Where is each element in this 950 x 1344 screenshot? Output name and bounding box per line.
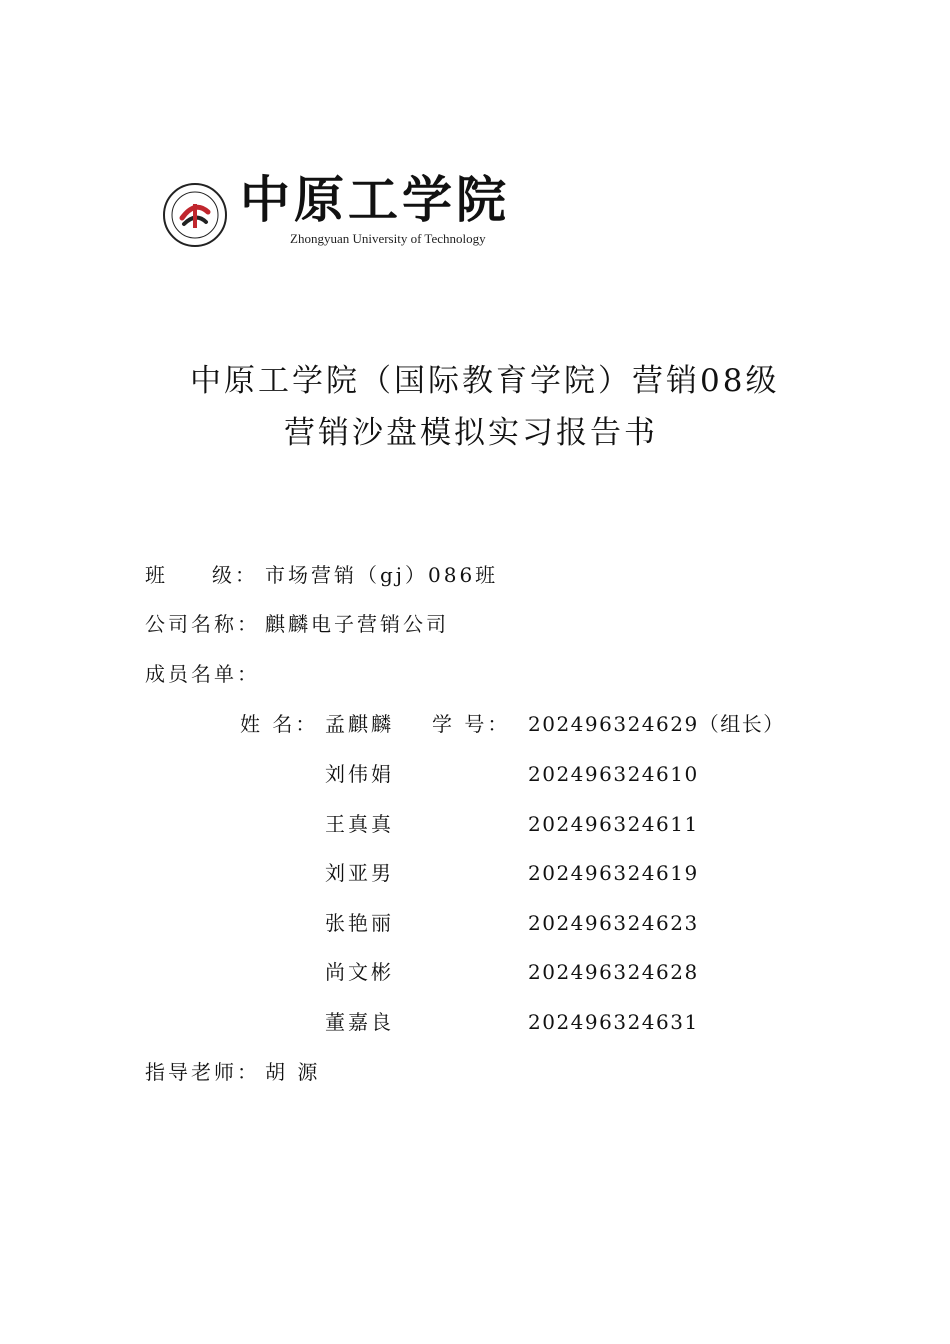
class-label-first: 班 xyxy=(145,563,168,587)
member-id: 202496324623 xyxy=(528,911,699,935)
member-name: 王真真 xyxy=(325,812,394,836)
member-id: 202496324610 xyxy=(528,762,699,786)
company-value: 麒麟电子营销公司 xyxy=(265,612,449,636)
member-id: 202496324629（组长） xyxy=(528,712,785,736)
name-label: 姓 名： xyxy=(240,712,319,736)
university-logo xyxy=(160,170,520,250)
member-id: 202496324611 xyxy=(528,812,699,836)
logo-english-name: Zhongyuan University of Technology xyxy=(290,231,486,246)
member-name: 刘亚男 xyxy=(325,861,394,885)
member-id: 202496324628 xyxy=(528,960,699,984)
company-label: 公司名称： xyxy=(145,612,260,636)
member-name: 刘伟娟 xyxy=(325,762,394,786)
member-id: 202496324631 xyxy=(528,1010,699,1034)
members-label: 成员名单： xyxy=(145,662,260,686)
member-id: 202496324619 xyxy=(528,861,699,885)
student-id-label: 学 号： xyxy=(432,712,511,736)
logo-chinese-name: 中原工学院 xyxy=(240,170,510,229)
advisor-label: 指导老师： xyxy=(145,1060,260,1084)
member-name: 孟麒麟 xyxy=(325,712,394,736)
report-title-line-1: 中原工学院（国际教育学院）营销08级 xyxy=(190,363,780,399)
class-label xyxy=(145,562,258,588)
university-seal-icon xyxy=(162,182,228,248)
class-value: 市场营销（gj）086班 xyxy=(265,563,499,587)
member-name: 董嘉良 xyxy=(325,1010,394,1034)
member-name: 尚文彬 xyxy=(325,960,394,984)
advisor-value: 胡 源 xyxy=(265,1060,321,1084)
member-name: 张艳丽 xyxy=(325,911,394,935)
class-label-second: 级： xyxy=(212,563,258,587)
report-title-line-2: 营销沙盘模拟实习报告书 xyxy=(284,415,658,451)
